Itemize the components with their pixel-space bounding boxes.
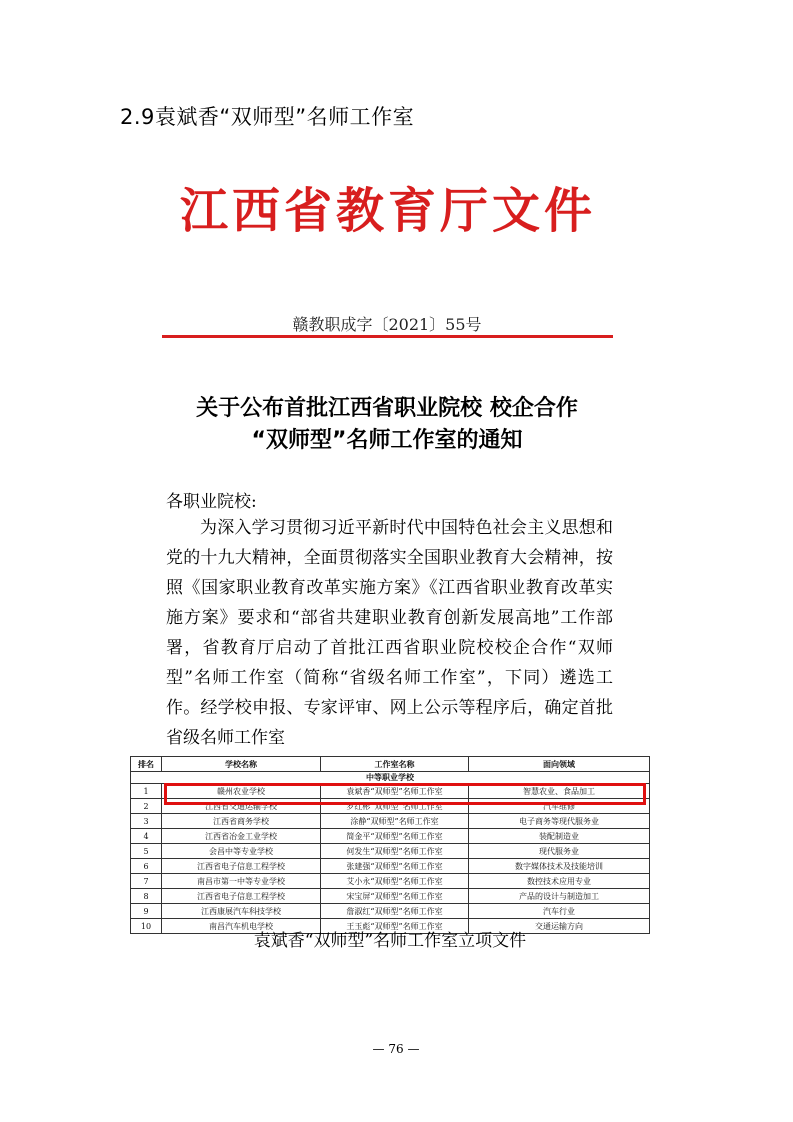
rank-cell: 2 xyxy=(131,799,162,814)
table-header-row xyxy=(131,757,650,772)
table-row xyxy=(131,904,650,919)
field-cell: 汽车维修 xyxy=(469,799,650,814)
field-cell: 装配制造业 xyxy=(469,829,650,844)
studio-cell: 王玉彪“双师型”名师工作室 xyxy=(321,919,469,934)
field-cell: 汽车行业 xyxy=(469,904,650,919)
rank-cell: 8 xyxy=(131,889,162,904)
rank-cell: 7 xyxy=(131,874,162,889)
school-cell: 江西省商务学校 xyxy=(162,814,321,829)
school-cell: 江西省电子信息工程学校 xyxy=(162,859,321,874)
notice-title xyxy=(162,393,612,457)
highlight-box xyxy=(164,783,646,805)
rank-cell: 10 xyxy=(131,919,162,934)
studio-cell: 罗红彬“双师型”名师工作室 xyxy=(321,799,469,814)
field-cell: 数控技术应用专业 xyxy=(469,874,650,889)
school-cell: 南昌汽车机电学校 xyxy=(162,919,321,934)
rank-cell: 6 xyxy=(131,859,162,874)
category-band-row xyxy=(131,772,650,784)
school-cell: 江西省冶金工业学校 xyxy=(162,829,321,844)
rank-cell: 3 xyxy=(131,814,162,829)
header-studio: 工作室名称 xyxy=(321,757,469,772)
header-field: 面向领域 xyxy=(469,757,650,772)
school-cell: 江西省电子信息工程学校 xyxy=(162,889,321,904)
notice-title-line-2: “双师型”名师工作室的通知 xyxy=(251,428,523,453)
studio-cell: 涂静“双师型”名师工作室 xyxy=(321,814,469,829)
studio-cell: 詹淑红“双师型”名师工作室 xyxy=(321,904,469,919)
studio-cell: 何发生“双师型”名师工作室 xyxy=(321,844,469,859)
table-row xyxy=(131,889,650,904)
school-cell: 南昌市第一中等专业学校 xyxy=(162,874,321,889)
studio-cell: 简金平“双师型”名师工作室 xyxy=(321,829,469,844)
studio-cell: 艾小永“双师型”名师工作室 xyxy=(321,874,469,889)
notice-title-line-1: 关于公布首批江西省职业院校 校企合作 xyxy=(196,396,578,421)
salutation: 各职业院校: xyxy=(166,492,257,512)
red-divider-line xyxy=(162,335,613,338)
rank-cell: 4 xyxy=(131,829,162,844)
issuer-title: 江西省教育厅文件 xyxy=(180,183,597,239)
header-school: 学校名称 xyxy=(162,757,321,772)
studio-cell: 袁斌香“双师型”名师工作室 xyxy=(321,784,469,799)
body-paragraph: 为深入学习贯彻习近平新时代中国特色社会主义思想和党的十九大精神，全面贯彻落实全国职业教育大会精神，按照《国家职业教育改革实施方案》《江西省职业教育改革实施方案》要求和“部省共建职业教育创新发展高地”工作部署，省教育厅启动了首批江西省职业院校校企合作“双师型”名师工作室（简称“省级名师工作室”，下同）遴选工作。经学校申报、专家评审、网上公示等程序后，确定首批省级名师工作室 xyxy=(166,518,613,748)
section-heading: 2.9袁斌香“双师型”名师工作室 xyxy=(120,105,415,129)
rank-cell: 9 xyxy=(131,904,162,919)
rank-cell: 1 xyxy=(131,784,162,799)
rank-cell: 5 xyxy=(131,844,162,859)
school-cell: 赣州农业学校 xyxy=(162,784,321,799)
school-cell: 江西省交通运输学校 xyxy=(162,799,321,814)
table-row xyxy=(131,844,650,859)
field-cell: 数字媒体技术及技能培训 xyxy=(469,859,650,874)
table-row xyxy=(131,814,650,829)
field-cell: 电子商务等现代服务业 xyxy=(469,814,650,829)
category-band: 中等职业学校 xyxy=(131,772,650,784)
table-row xyxy=(131,859,650,874)
field-cell: 智慧农业、食品加工 xyxy=(469,784,650,799)
table-row xyxy=(131,874,650,889)
page-number: — 76 — xyxy=(372,1042,420,1056)
field-cell: 交通运输方向 xyxy=(469,919,650,934)
studio-cell: 宋宝屏“双师型”名师工作室 xyxy=(321,889,469,904)
school-cell: 会昌中等专业学校 xyxy=(162,844,321,859)
field-cell: 产品的设计与制造加工 xyxy=(469,889,650,904)
studio-cell: 张建强“双师型”名师工作室 xyxy=(321,859,469,874)
table-row xyxy=(131,829,650,844)
document-number: 赣教职成字〔2021〕55号 xyxy=(292,315,482,334)
figure-caption: 袁斌香“双师型”名师工作室立项文件 xyxy=(253,931,527,951)
school-cell: 江西康展汽车科技学校 xyxy=(162,904,321,919)
field-cell: 现代服务业 xyxy=(469,844,650,859)
header-rank: 排名 xyxy=(131,757,162,772)
